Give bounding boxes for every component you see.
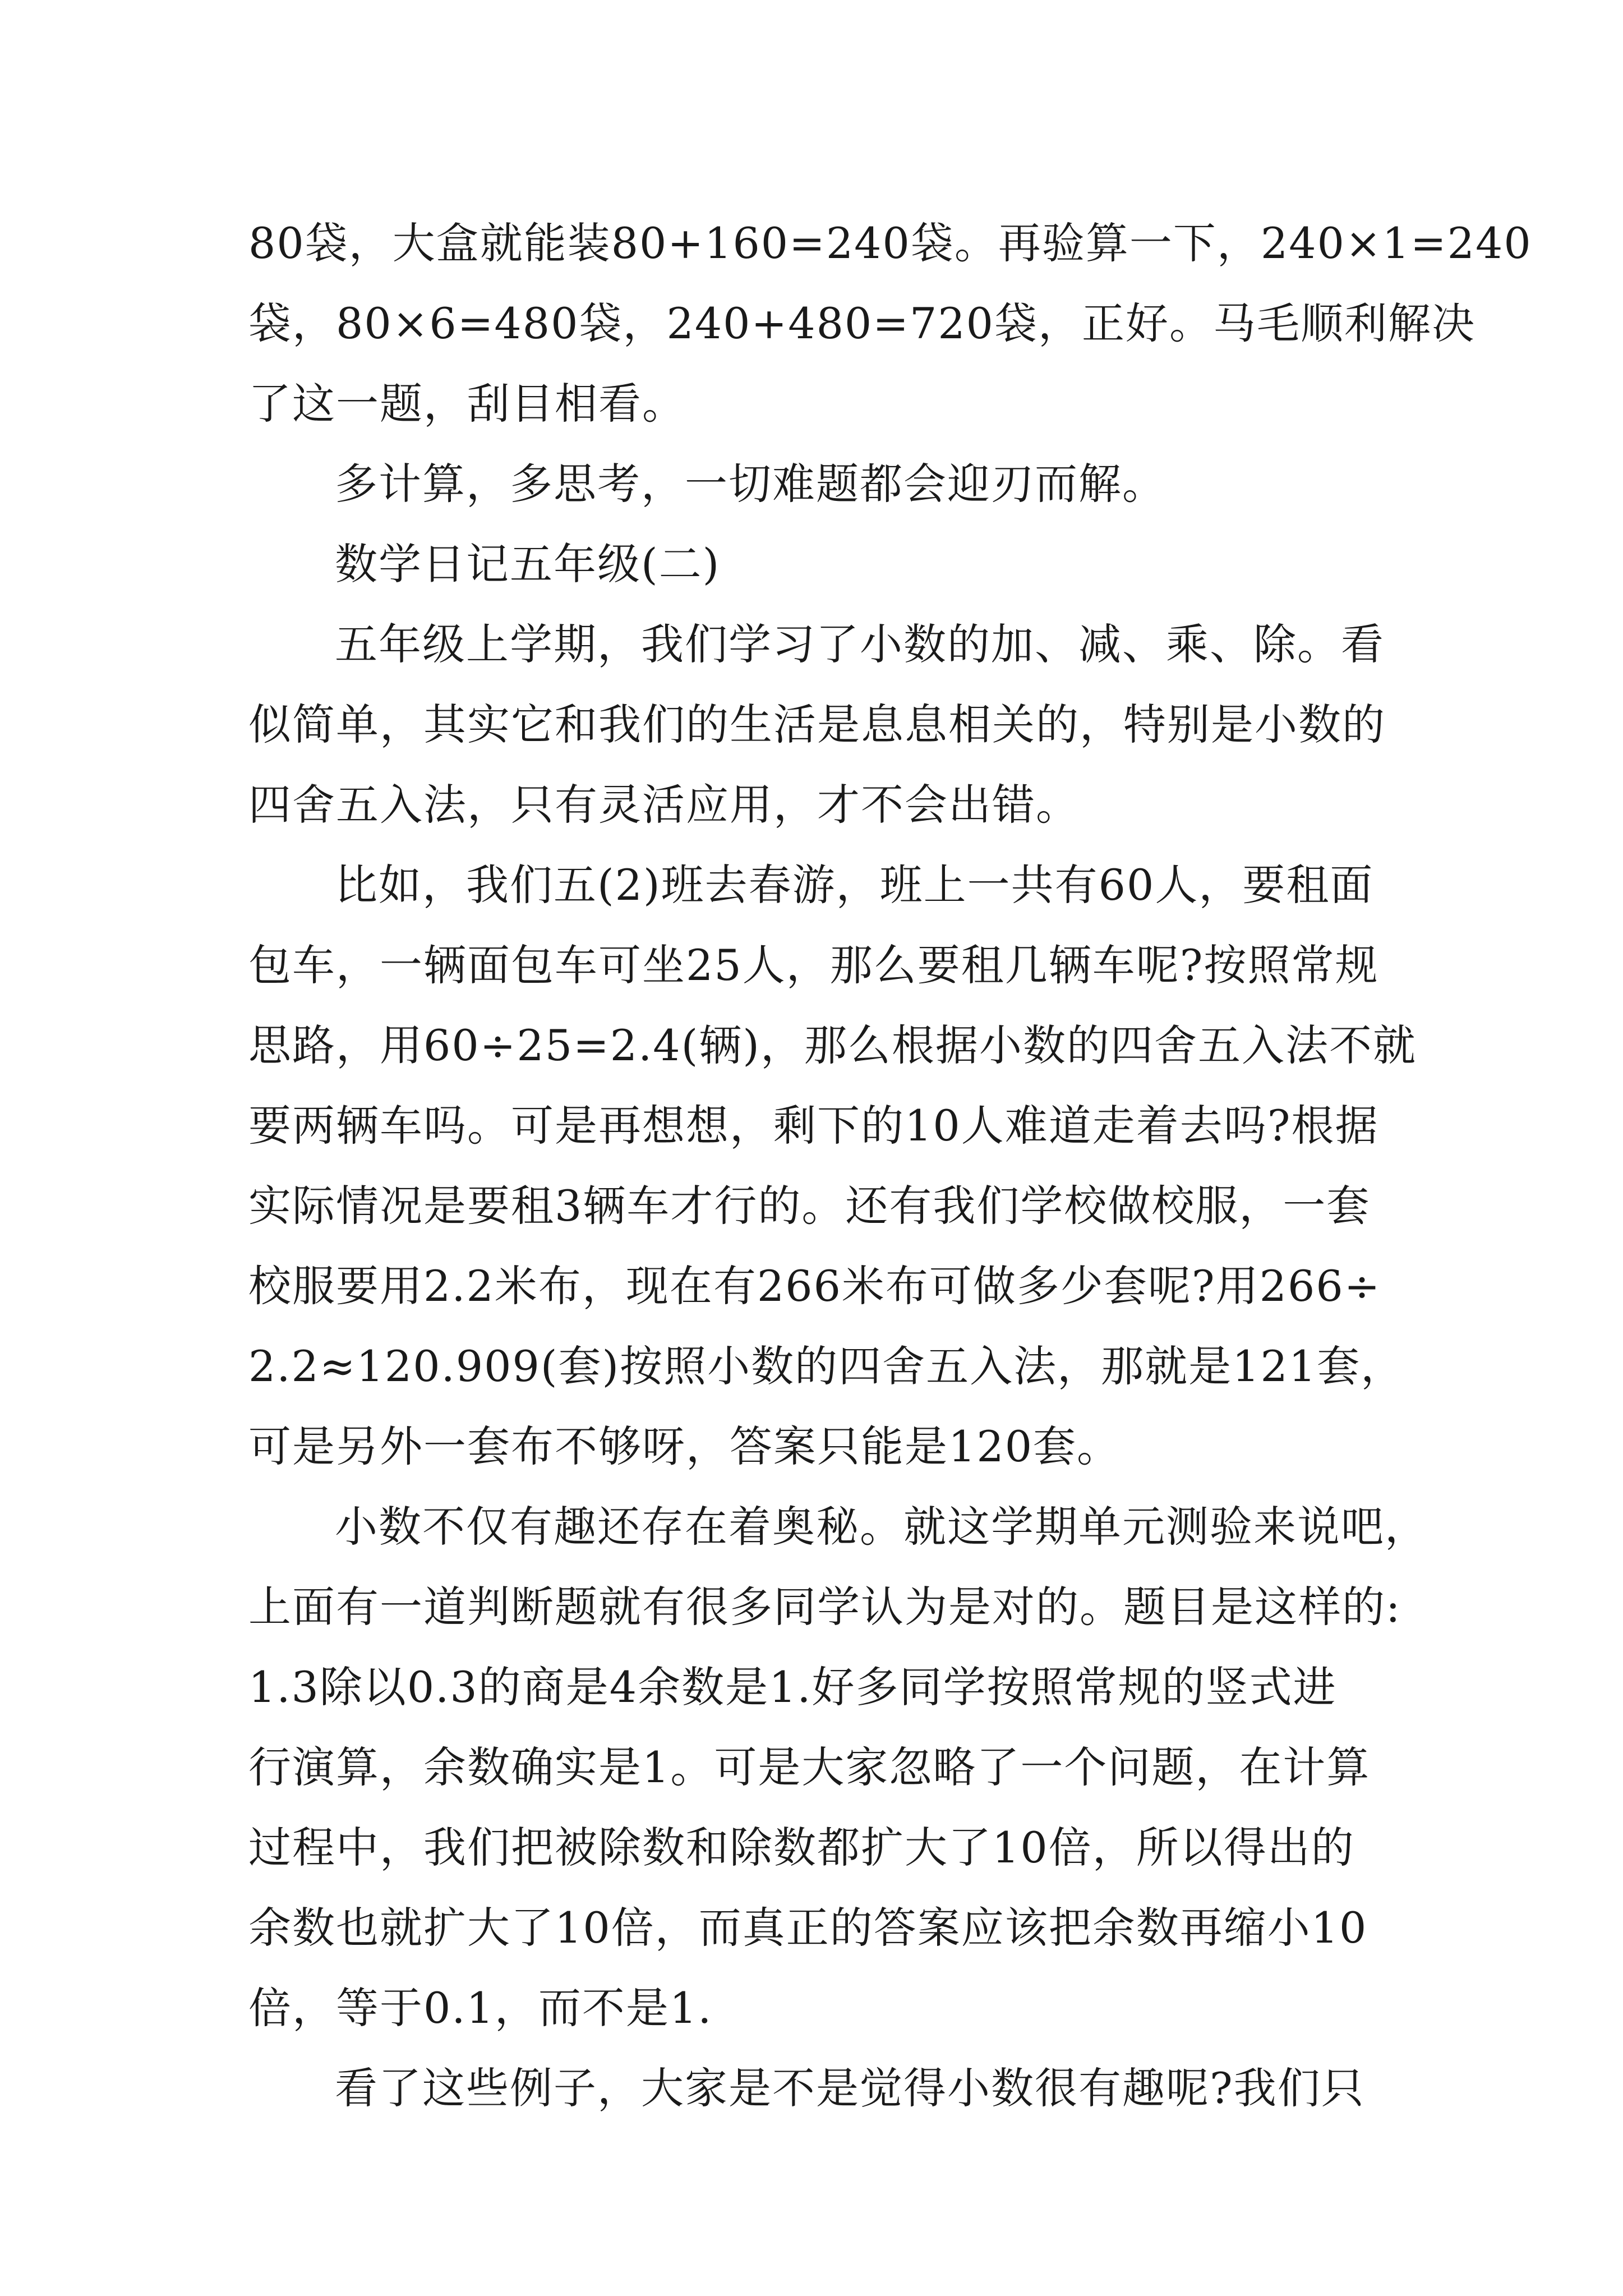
paragraph-first-line: 小数不仅有趣还存在着奥秘。就这学期单元测验来说吧， bbox=[335, 1502, 1428, 1552]
paragraph-first-line: 看了这些例子，大家是不是觉得小数很有趣呢?我们只 bbox=[335, 2063, 1365, 2113]
text-line: 校服要用2.2米布，现在有266米布可做多少套呢?用266÷ bbox=[248, 1261, 1381, 1311]
paragraph-first-line: 五年级上学期，我们学习了小数的加、减、乘、除。看 bbox=[335, 619, 1385, 669]
section-heading: 数学日记五年级(二) bbox=[335, 539, 721, 589]
text-line: 袋，80×6=480袋，240+480=720袋，正好。马毛顺利解决 bbox=[248, 298, 1476, 348]
text-line: 上面有一道判断题就有很多同学认为是对的。题目是这样的: bbox=[248, 1582, 1401, 1632]
text-line: 包车，一辆面包车可坐25人，那么要租几辆车呢?按照常规 bbox=[248, 940, 1379, 990]
text-line: 可是另外一套布不够呀，答案只能是120套。 bbox=[248, 1421, 1121, 1471]
text-line: 2.2≈120.909(套)按照小数的四舍五入法，那就是121套， bbox=[248, 1341, 1405, 1391]
text-line: 80袋，大盒就能装80+160=240袋。再验算一下，240×1=240 bbox=[248, 218, 1532, 268]
text-line: 1.3除以0.3的商是4余数是1.好多同学按照常规的竖式进 bbox=[248, 1662, 1337, 1712]
text-line: 倍，等于0.1，而不是1. bbox=[248, 1983, 713, 2033]
text-line: 行演算，余数确实是1。可是大家忽略了一个问题，在计算 bbox=[248, 1742, 1371, 1792]
text-line: 四舍五入法，只有灵活应用，才不会出错。 bbox=[248, 780, 1080, 830]
text-line: 思路，用60÷25=2.4(辆)，那么根据小数的四舍五入法不就 bbox=[248, 1020, 1417, 1070]
text-line: 了这一题，刮目相看。 bbox=[248, 379, 686, 429]
paragraph-first-line: 多计算，多思考，一切难题都会迎刃而解。 bbox=[335, 459, 1166, 509]
text-line: 要两辆车吗。可是再想想，剩下的10人难道走着去吗?根据 bbox=[248, 1101, 1379, 1151]
text-line: 实际情况是要租3辆车才行的。还有我们学校做校服，一套 bbox=[248, 1181, 1371, 1231]
paragraph-first-line: 比如，我们五(2)班去春游，班上一共有60人，要租面 bbox=[335, 860, 1374, 910]
text-line: 过程中，我们把被除数和除数都扩大了10倍，所以得出的 bbox=[248, 1823, 1355, 1872]
document-body bbox=[248, 203, 1532, 2128]
text-line: 似简单，其实它和我们的生活是息息相关的，特别是小数的 bbox=[248, 700, 1386, 749]
text-line: 余数也就扩大了10倍，而真正的答案应该把余数再缩小10 bbox=[248, 1903, 1368, 1953]
